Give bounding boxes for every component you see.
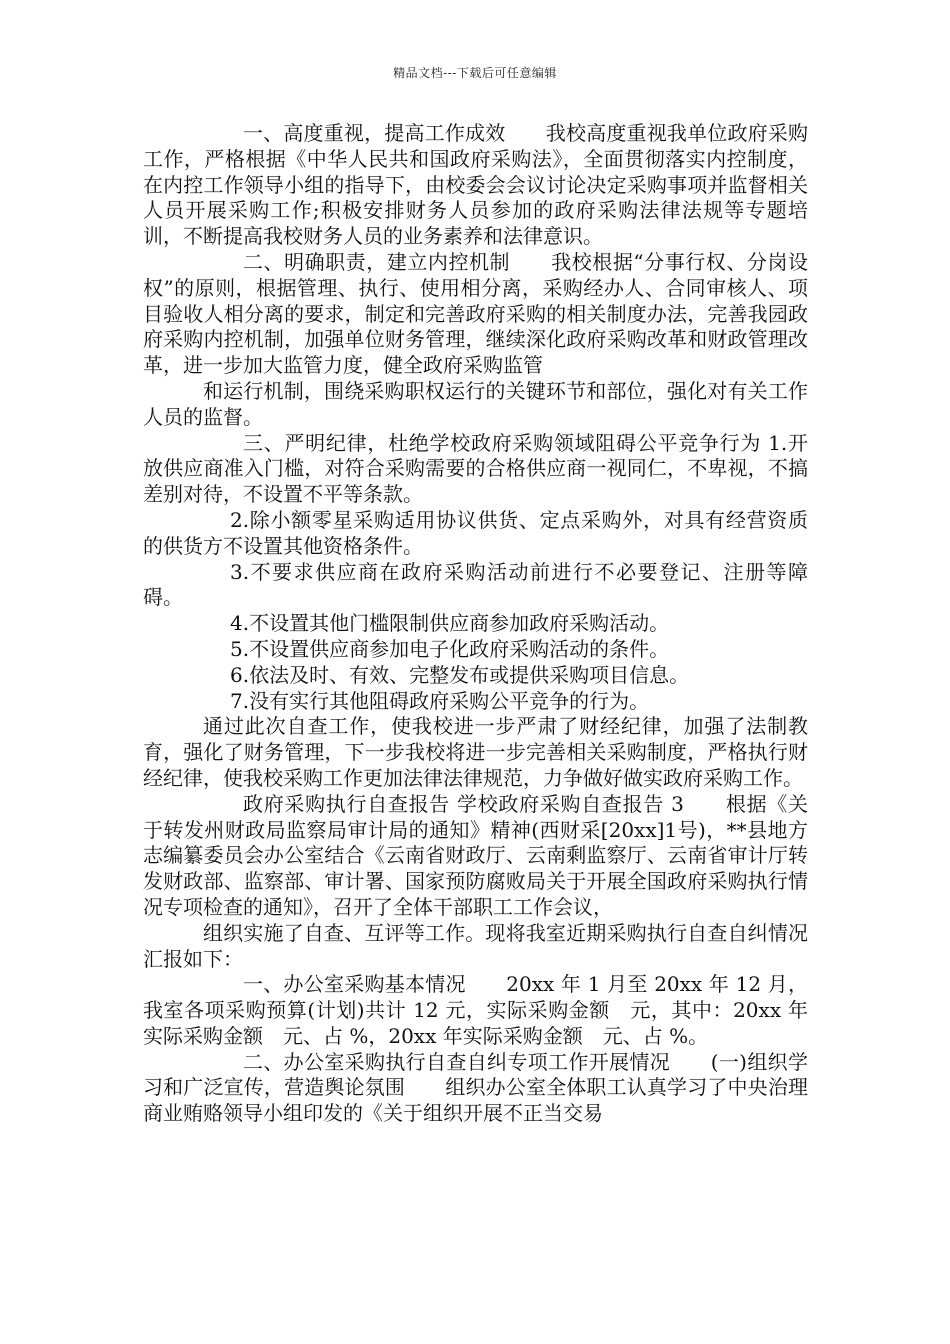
paragraph: 6.依法及时、有效、完整发布或提供采购项目信息。 bbox=[230, 662, 690, 687]
paragraph: 7.没有实行其他阻碍政府采购公平竞争的行为。 bbox=[230, 688, 650, 713]
paragraph: 通过此次自查工作，使我校进一步严肃了财经纪律，加强了法制教育，强化了财务管理，下一步我校将进一步完善相关采购制度，严格执行财经纪律，使我校采购工作更加法律法律规范，力争做好做实政府采购工作。 bbox=[143, 714, 808, 790]
paragraph: 3.不要求供应商在政府采购活动前进行不必要登记、注册等障碍。 bbox=[143, 559, 808, 610]
paragraph: 政府采购执行自查报告 学校政府采购自查报告 3 根据《关于转发州财政局监察局审计局的通知》精神(西财采[20xx]1号)，**县地方志编纂委员会办公室结合《云南省财政厅、云南剩监察厅、云南省审计厅转发财政部、监察部、审计署、国家预防腐败局关于开展全国政府采购执行情况专项检查的通知》，召开了全体干部职工工作会议， bbox=[143, 791, 808, 919]
paragraph: 三、严明纪律，杜绝学校政府采购领域阻碍公平竞争行为 1.开放供应商准入门槛，对符合采购需要的合格供应商一视同仁，不卑视，不搞差别对待，不设置不平等条款。 bbox=[143, 430, 808, 507]
paragraph: 一、高度重视，提高工作成效 我校高度重视我单位政府采购工作，严格根据《中华人民共和国政府采购法》，全面贯彻落实内控制度，在内控工作领导小组的指导下，由校委会会议讨论决定采购事项并监督相关人员开展采购工作;积极安排财务人员参加的政府采购法律法规等专题培训，不断提高我校财务人员的业务素养和法律意识。 bbox=[143, 121, 808, 249]
paragraph: 2.除小额零星采购适用协议供货、定点采购外，对具有经营资质的供货方不设置其他资格条件。 bbox=[143, 507, 808, 558]
paragraph: 和运行机制，围绕采购职权运行的关键环节和部位，强化对有关工作人员的监督。 bbox=[143, 378, 808, 429]
paragraph: 4.不设置其他门槛限制供应商参加政府采购活动。 bbox=[230, 611, 670, 636]
paragraph: 5.不设置供应商参加电子化政府采购活动的条件。 bbox=[230, 636, 670, 661]
paragraph: 一、办公室采购基本情况 20xx 年 1 月至 20xx 年 12 月，我室各项采购预算(计划)共计 12 元，实际采购金额 元，其中：20xx 年实际采购金额 元、占 %，20xx 年实际采购金额 元、占 %。 bbox=[143, 972, 808, 1048]
document-body bbox=[143, 121, 808, 1127]
paragraph: 二、明确职责，建立内控机制 我校根据“分事行权、分岗设权”的原则，根据管理、执行、使用相分离，采购经办人、合同审核人、项目验收人相分离的要求，制定和完善政府采购的相关制度办法，完善我园政府采购内控机制，加强单位财务管理，继续深化政府采购改革和财政管理改革，进一步加大监管力度，健全政府采购监管 bbox=[143, 249, 808, 378]
page-header: 精品文档---下载后可任意编辑 bbox=[393, 66, 557, 80]
paragraph: 组织实施了自查、互评等工作。现将我室近期采购执行自查自纠情况汇报如下： bbox=[143, 920, 808, 971]
paragraph: 二、办公室采购执行自查自纠专项工作开展情况 (一)组织学习和广泛宣传，营造舆论氛围 组织办公室全体职工认真学习了中央治理商业贿赂领导小组印发的《关于组织开展不正当交易 bbox=[143, 1049, 808, 1126]
